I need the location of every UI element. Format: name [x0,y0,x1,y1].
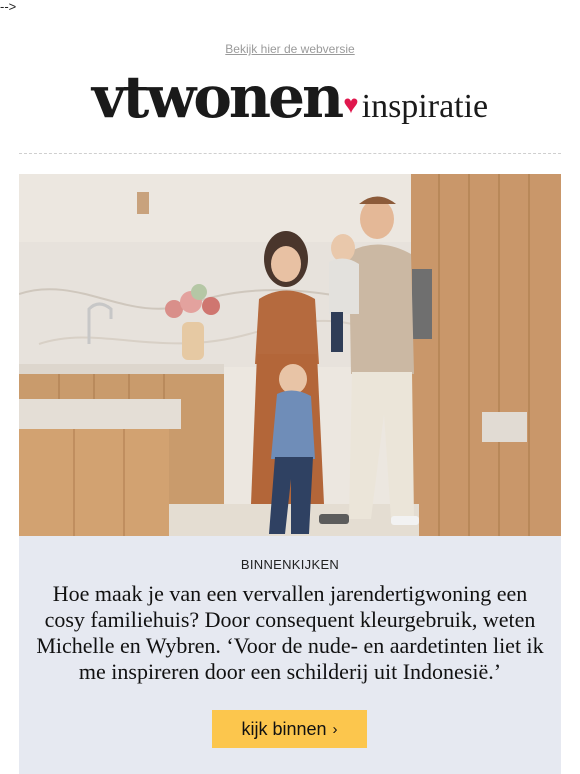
webversion-link[interactable]: Bekijk hier de webversie [225,42,355,56]
cta-label: kijk binnen [241,718,327,739]
brand-logo[interactable] [0,62,580,132]
article-kicker: BINNENKIJKEN [240,557,340,572]
hero-image[interactable] [19,174,561,536]
article-intro[interactable]: Hoe maak je van een vervallen jarendertigwoning een cosy familiehuis? Door consequent kleurgebruik, weten Michelle en Wybren. ‘Voor de nude- en aardetinten liet ik me inspireren door een schilderij uit Indonesië.’ [36,581,544,684]
kijk-binnen-button[interactable] [212,710,367,748]
dashed-divider [19,153,561,154]
chevron-right-icon: › [332,720,338,738]
stray-comment-text: --> [0,0,17,14]
heart-icon: ♥ [343,89,359,119]
logo-wordmark: vtwonen [91,63,342,131]
logo-subtitle: inspiratie [361,88,489,125]
